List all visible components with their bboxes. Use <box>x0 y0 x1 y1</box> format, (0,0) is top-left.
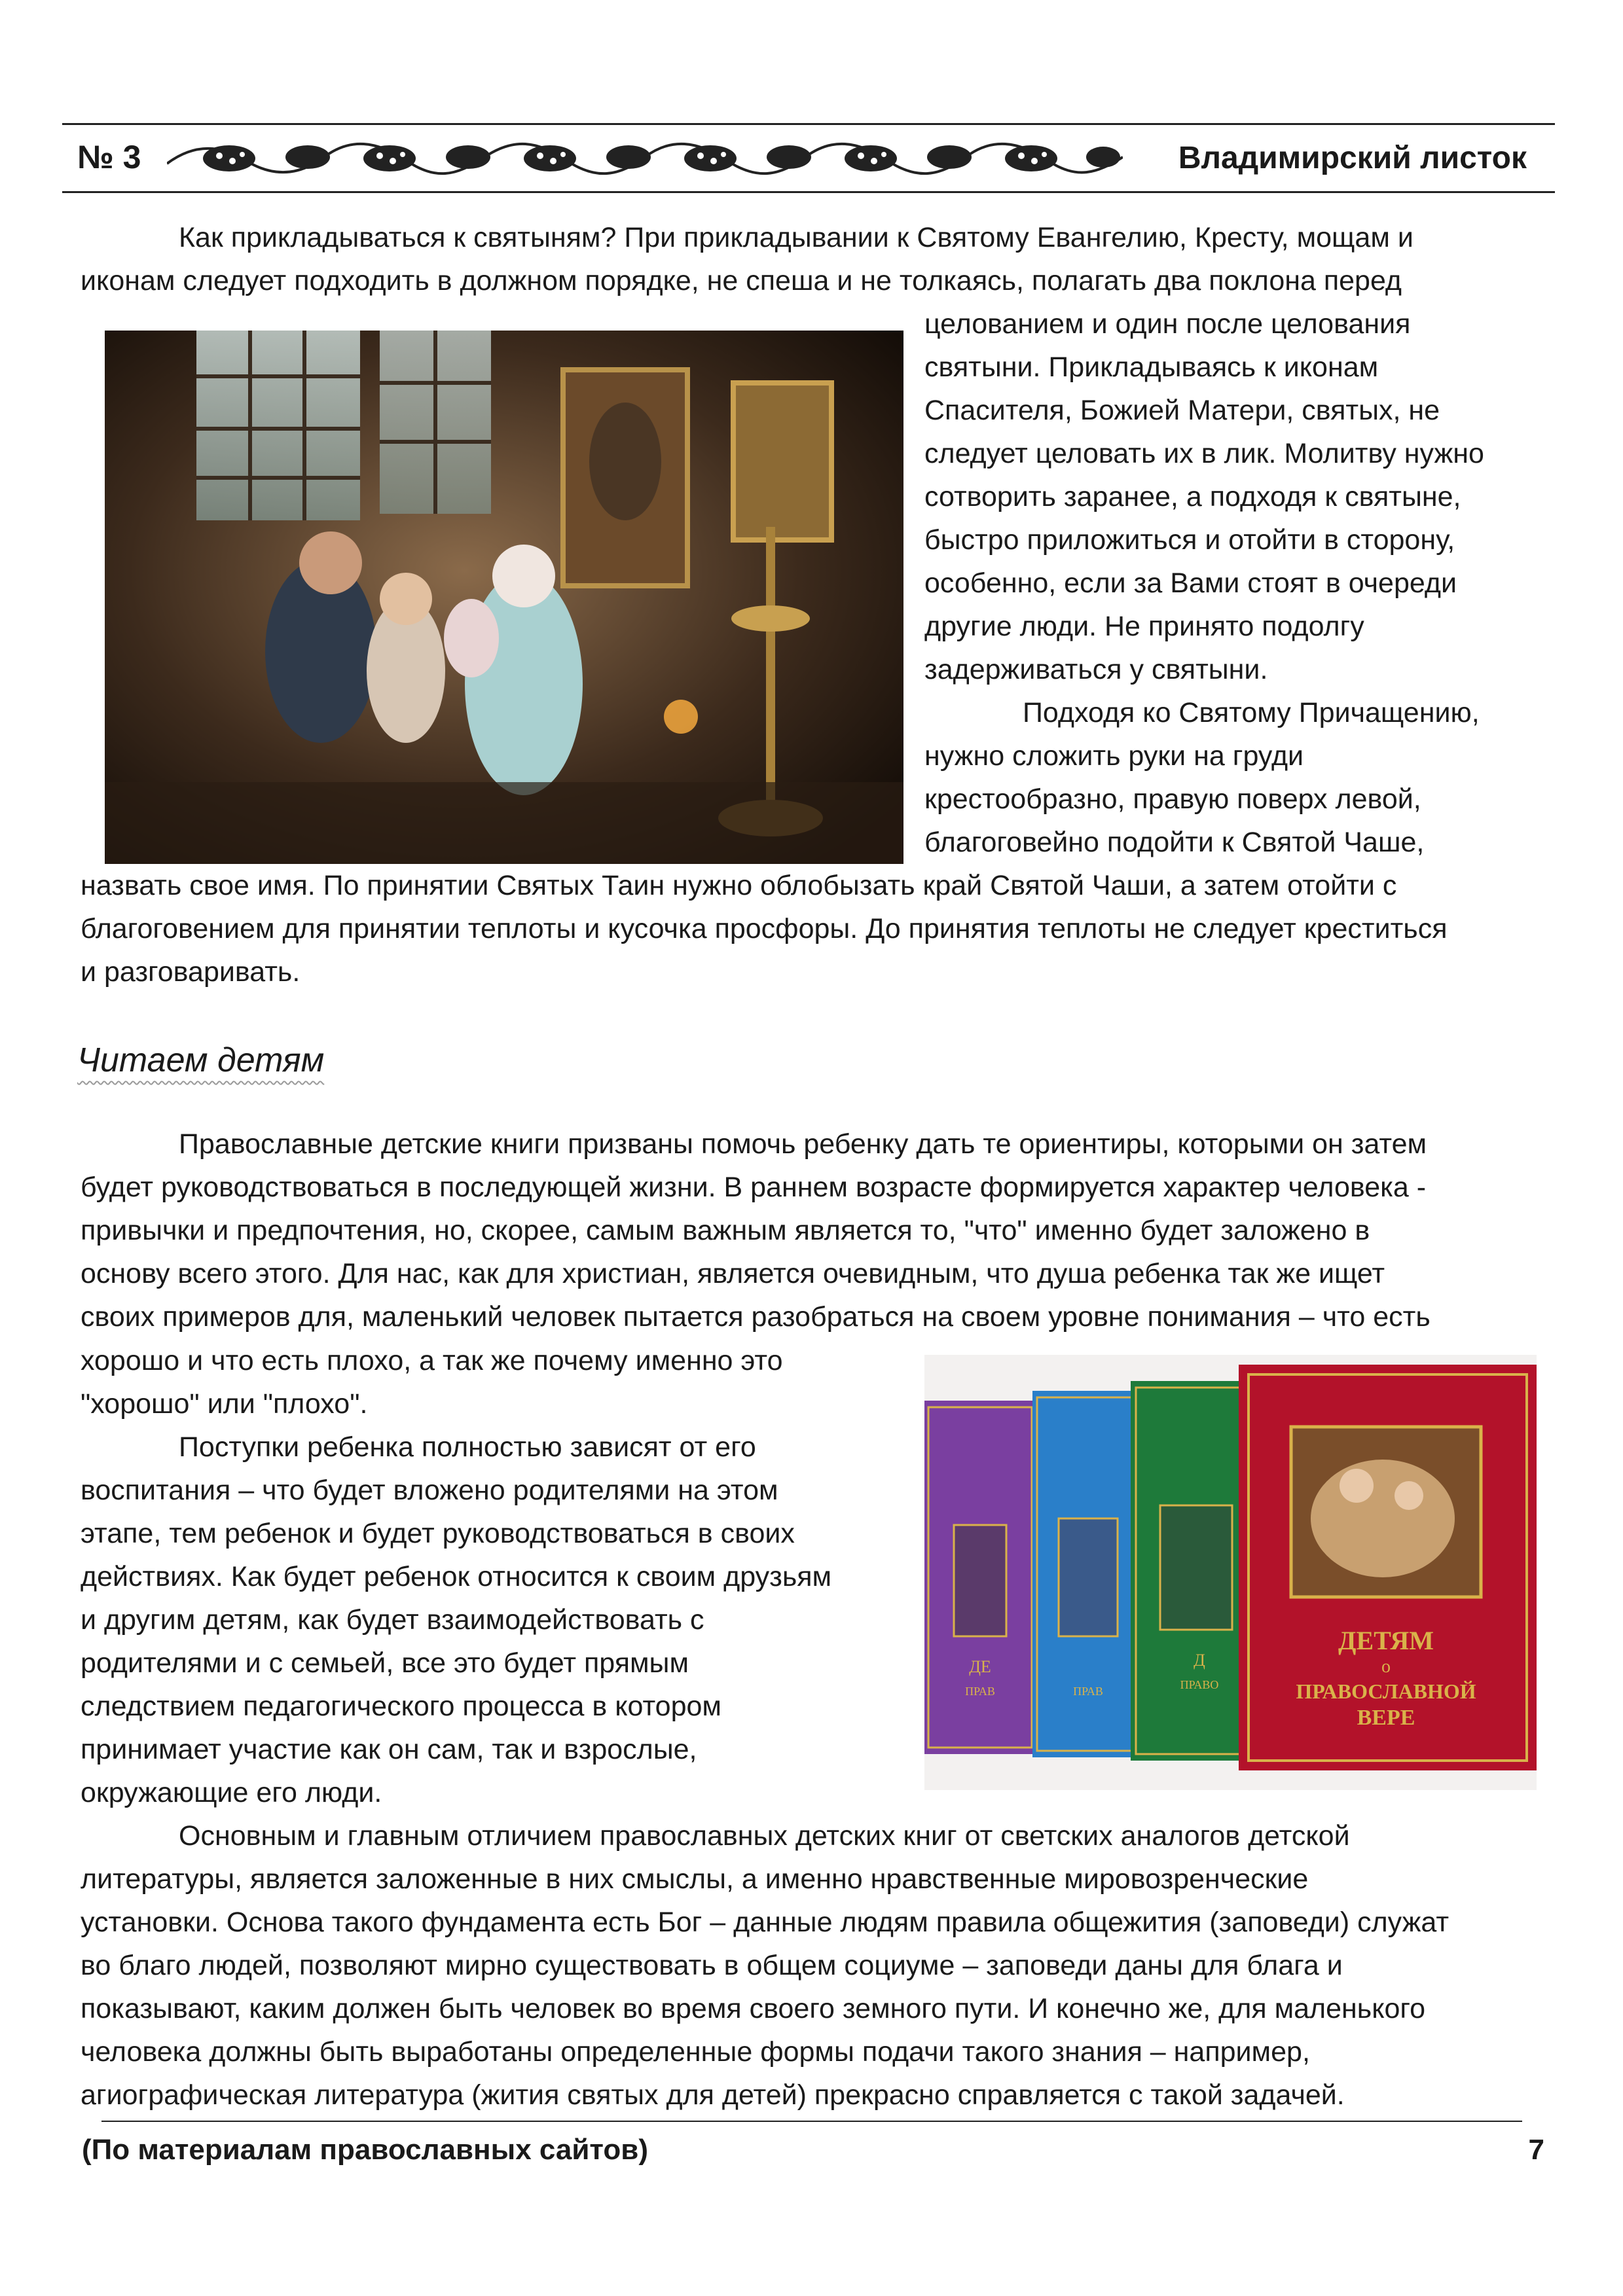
text-line: нужно сложить руки на груди <box>924 740 1304 772</box>
issue-number: № 3 <box>77 139 141 175</box>
article1-bottom-text <box>81 864 1558 994</box>
book-cover-title: ПРАВОСЛАВНОЙ <box>1296 1679 1476 1703</box>
source-note: (По материалам православных сайтов) <box>82 2134 648 2166</box>
text-line: особенно, если за Вами стоят в очереди <box>924 567 1457 599</box>
text-line: действиях. Как будет ребенок относится к своим друзьям <box>81 1561 832 1592</box>
text-line: благоговейно подойти к Святой Чаше, <box>924 827 1425 858</box>
text-line: своих примеров для, маленький человек пытается разобраться на своем уровне понимания – что есть <box>81 1301 1431 1333</box>
text-line: принимает участие как он сам, так и взрослые, <box>81 1734 697 1765</box>
text-line: Спасителя, Божией Матери, святых, не <box>924 395 1440 426</box>
publication-title: Владимирский листок <box>1178 141 1527 175</box>
text-line: Как прикладываться к святыням? При прикладывании к Святому Евангелию, Кресту, мощам и <box>179 222 1413 253</box>
text-line: крестообразно, правую поверх левой, <box>924 783 1421 815</box>
book-partial-label: ПРАВ <box>965 1685 995 1698</box>
text-line: и другим детям, как будет взаимодействовать с <box>81 1604 704 1636</box>
children-books-photo <box>924 1355 1537 1790</box>
text-line: литературы, является заложенные в них смыслы, а именно нравственные мировозренческие <box>81 1863 1309 1895</box>
text-line: благоговением для принятии теплоты и кусочка просфоры. До принятия теплоты не следует креститься <box>81 913 1448 944</box>
book-partial-label: ПРАВ <box>1073 1685 1103 1698</box>
text-line: Подходя ко Святому Причащению, <box>1023 697 1480 728</box>
book-cover-title: ВЕРЕ <box>1357 1706 1415 1730</box>
text-line: показывают, каким должен быть человек во время своего земного пути. И конечно же, для маленького <box>81 1993 1426 2024</box>
book-partial-label: ПРАВО <box>1180 1678 1219 1691</box>
text-line: назвать свое имя. По принятии Святых Таин нужно облобызать край Святой Чаши, а затем отойти с <box>81 870 1397 901</box>
footer-rule <box>101 2121 1522 2122</box>
text-line: этапе, тем ребенок и будет руководствоваться в своих <box>81 1518 795 1549</box>
header-bottom-rule <box>62 191 1555 193</box>
grapevine-ornament-icon <box>167 137 1123 178</box>
header-top-rule <box>62 123 1555 125</box>
text-line: "хорошо" или "плохо". <box>81 1388 368 1420</box>
book-cover-title: о <box>1381 1657 1391 1677</box>
text-line: иконам следует подходить в должном порядке, не спеша и не толкаясь, полагать два поклона перед <box>81 265 1402 296</box>
text-line: Поступки ребенка полностью зависят от его <box>179 1431 756 1463</box>
article1-top-text <box>81 216 1558 302</box>
text-line: и разговаривать. <box>81 956 301 988</box>
section2-bottom-text <box>81 1814 1558 2117</box>
text-line: родителями и с семьей, все это будет прямым <box>81 1647 689 1679</box>
book-partial-label: Д <box>1194 1651 1205 1670</box>
family-in-church-photo <box>105 331 903 864</box>
text-line: Православные детские книги призваны помочь ребенку дать те ориентиры, которыми он затем <box>179 1128 1427 1160</box>
text-line: воспитания – что будет вложено родителями на этом <box>81 1475 778 1506</box>
text-line: человека должны быть выработаны определенные формы подачи такого знания – например, <box>81 2036 1310 2068</box>
text-line: привычки и предпочтения, но, скорее, самым важным является то, "что" именно будет заложено в <box>81 1215 1370 1246</box>
text-line: во благо людей, позволяют мирно существовать в общем социуме – заповеди даны для блага и <box>81 1950 1343 1981</box>
section2-left-column <box>81 1339 903 1814</box>
text-line: окружающие его люди. <box>81 1777 382 1808</box>
text-line: будет руководствоваться в последующей жизни. В раннем возрасте формируется характер человека - <box>81 1172 1427 1203</box>
text-line: быстро приложиться и отойти в сторону, <box>924 524 1455 556</box>
text-line: основу всего этого. Для нас, как для христиан, является очевидным, что душа ребенка так же ищет <box>81 1258 1385 1289</box>
text-line: следствием педагогического процесса в котором <box>81 1691 721 1722</box>
text-line: следует целовать их в лик. Молитву нужно <box>924 438 1484 469</box>
article1-right-column <box>924 302 1558 864</box>
section-title: Читаем детям <box>77 1041 325 1079</box>
book-partial-label: ДЕ <box>969 1657 991 1676</box>
text-line: сотворить заранее, а подходя к святыне, <box>924 481 1461 512</box>
text-line: Основным и главным отличием православных детских книг от светских аналогов детской <box>179 1820 1350 1852</box>
text-line: установки. Основа такого фундамента есть Бог – данные людям правила общежития (заповеди) служат <box>81 1907 1450 1938</box>
text-line: задерживаться у святыни. <box>924 654 1268 685</box>
text-line: агиографическая литература (жития святых для детей) прекрасно справляется с такой задачей. <box>81 2079 1345 2111</box>
section2-top-text <box>81 1122 1558 1338</box>
page-number: 7 <box>1528 2134 1544 2166</box>
text-line: святыни. Прикладываясь к иконам <box>924 351 1379 383</box>
book-cover-title: ДЕТЯМ <box>1338 1626 1434 1655</box>
text-line: целованием и один после целования <box>924 308 1411 340</box>
text-line: хорошо и что есть плохо, а так же почему именно это <box>81 1345 783 1376</box>
text-line: другие люди. Не принято подолгу <box>924 611 1364 642</box>
